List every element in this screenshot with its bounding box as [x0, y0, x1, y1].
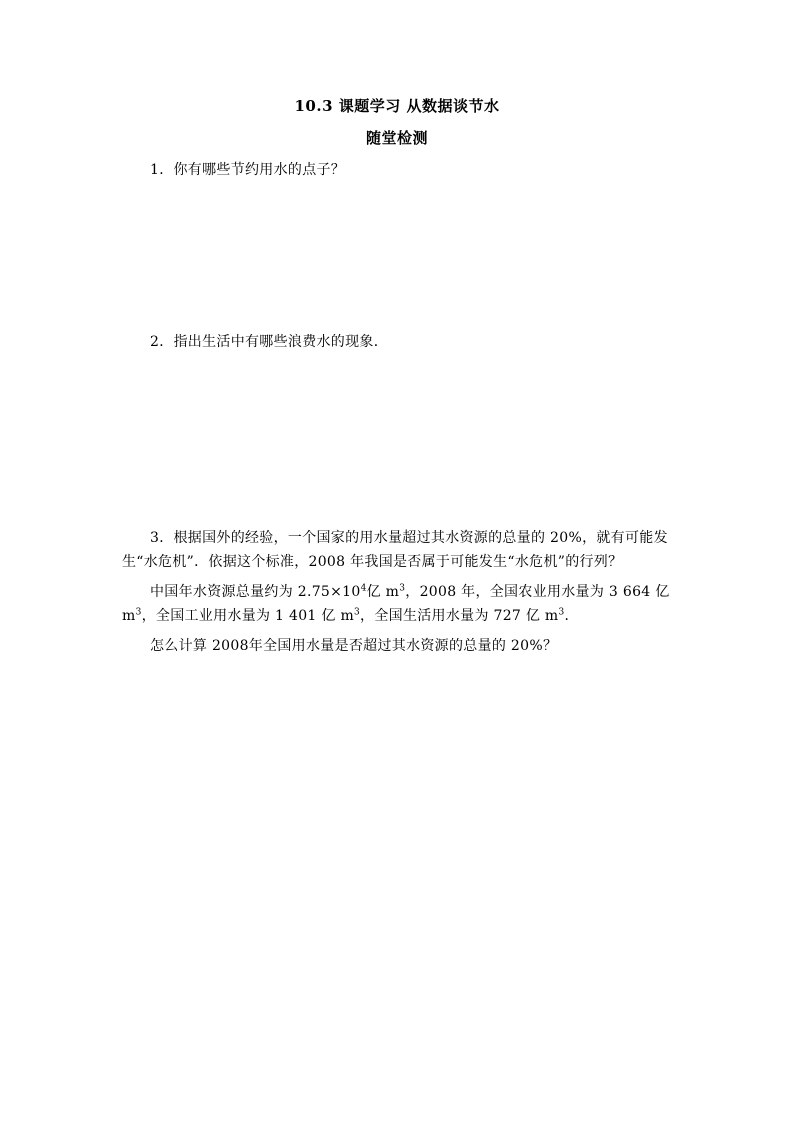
question-2: 2．指出生活中有哪些浪费水的现象． [150, 334, 389, 350]
page-subtitle: 随堂检测 [365, 129, 428, 147]
q3-data-exponent: 4 [360, 583, 367, 594]
q3-data-text: ，全国工业用水量为 1 401 亿 m [141, 608, 355, 624]
q3-data-exponent: 3 [558, 607, 565, 618]
q3-data-exponent: 3 [399, 583, 406, 594]
question-1: 1．你有哪些节约用水的点子？ [150, 162, 346, 178]
question-3-prompt: 怎么计算 2008年全国用水量是否超过其水资源的总量的 20%？ [150, 638, 558, 654]
q3-data-text: 亿 m [366, 584, 400, 600]
q3-data-exponent: 3 [135, 607, 142, 618]
question-3-intro: 3．根据国外的经验，一个国家的用水量超过其水资源的总量的 20%，就有可能发生“水危机”．依据这个标准，2008 年我国是否属于可能发生“水危机”的行列？ [122, 530, 668, 570]
q3-data-text: 中国年水资源总量约为 2.75×10 [150, 584, 361, 600]
q3-data-text: ． [564, 608, 579, 624]
q3-data-text: ，2008 年，全国农业用水量为 3 664 亿 m [122, 584, 670, 624]
question-3-data [122, 580, 682, 628]
q3-data-exponent: 3 [354, 607, 361, 618]
page-title: 10.3 课题学习 从数据谈节水 [294, 97, 500, 115]
q3-data-text: ，全国生活用水量为 727 亿 m [360, 608, 559, 624]
